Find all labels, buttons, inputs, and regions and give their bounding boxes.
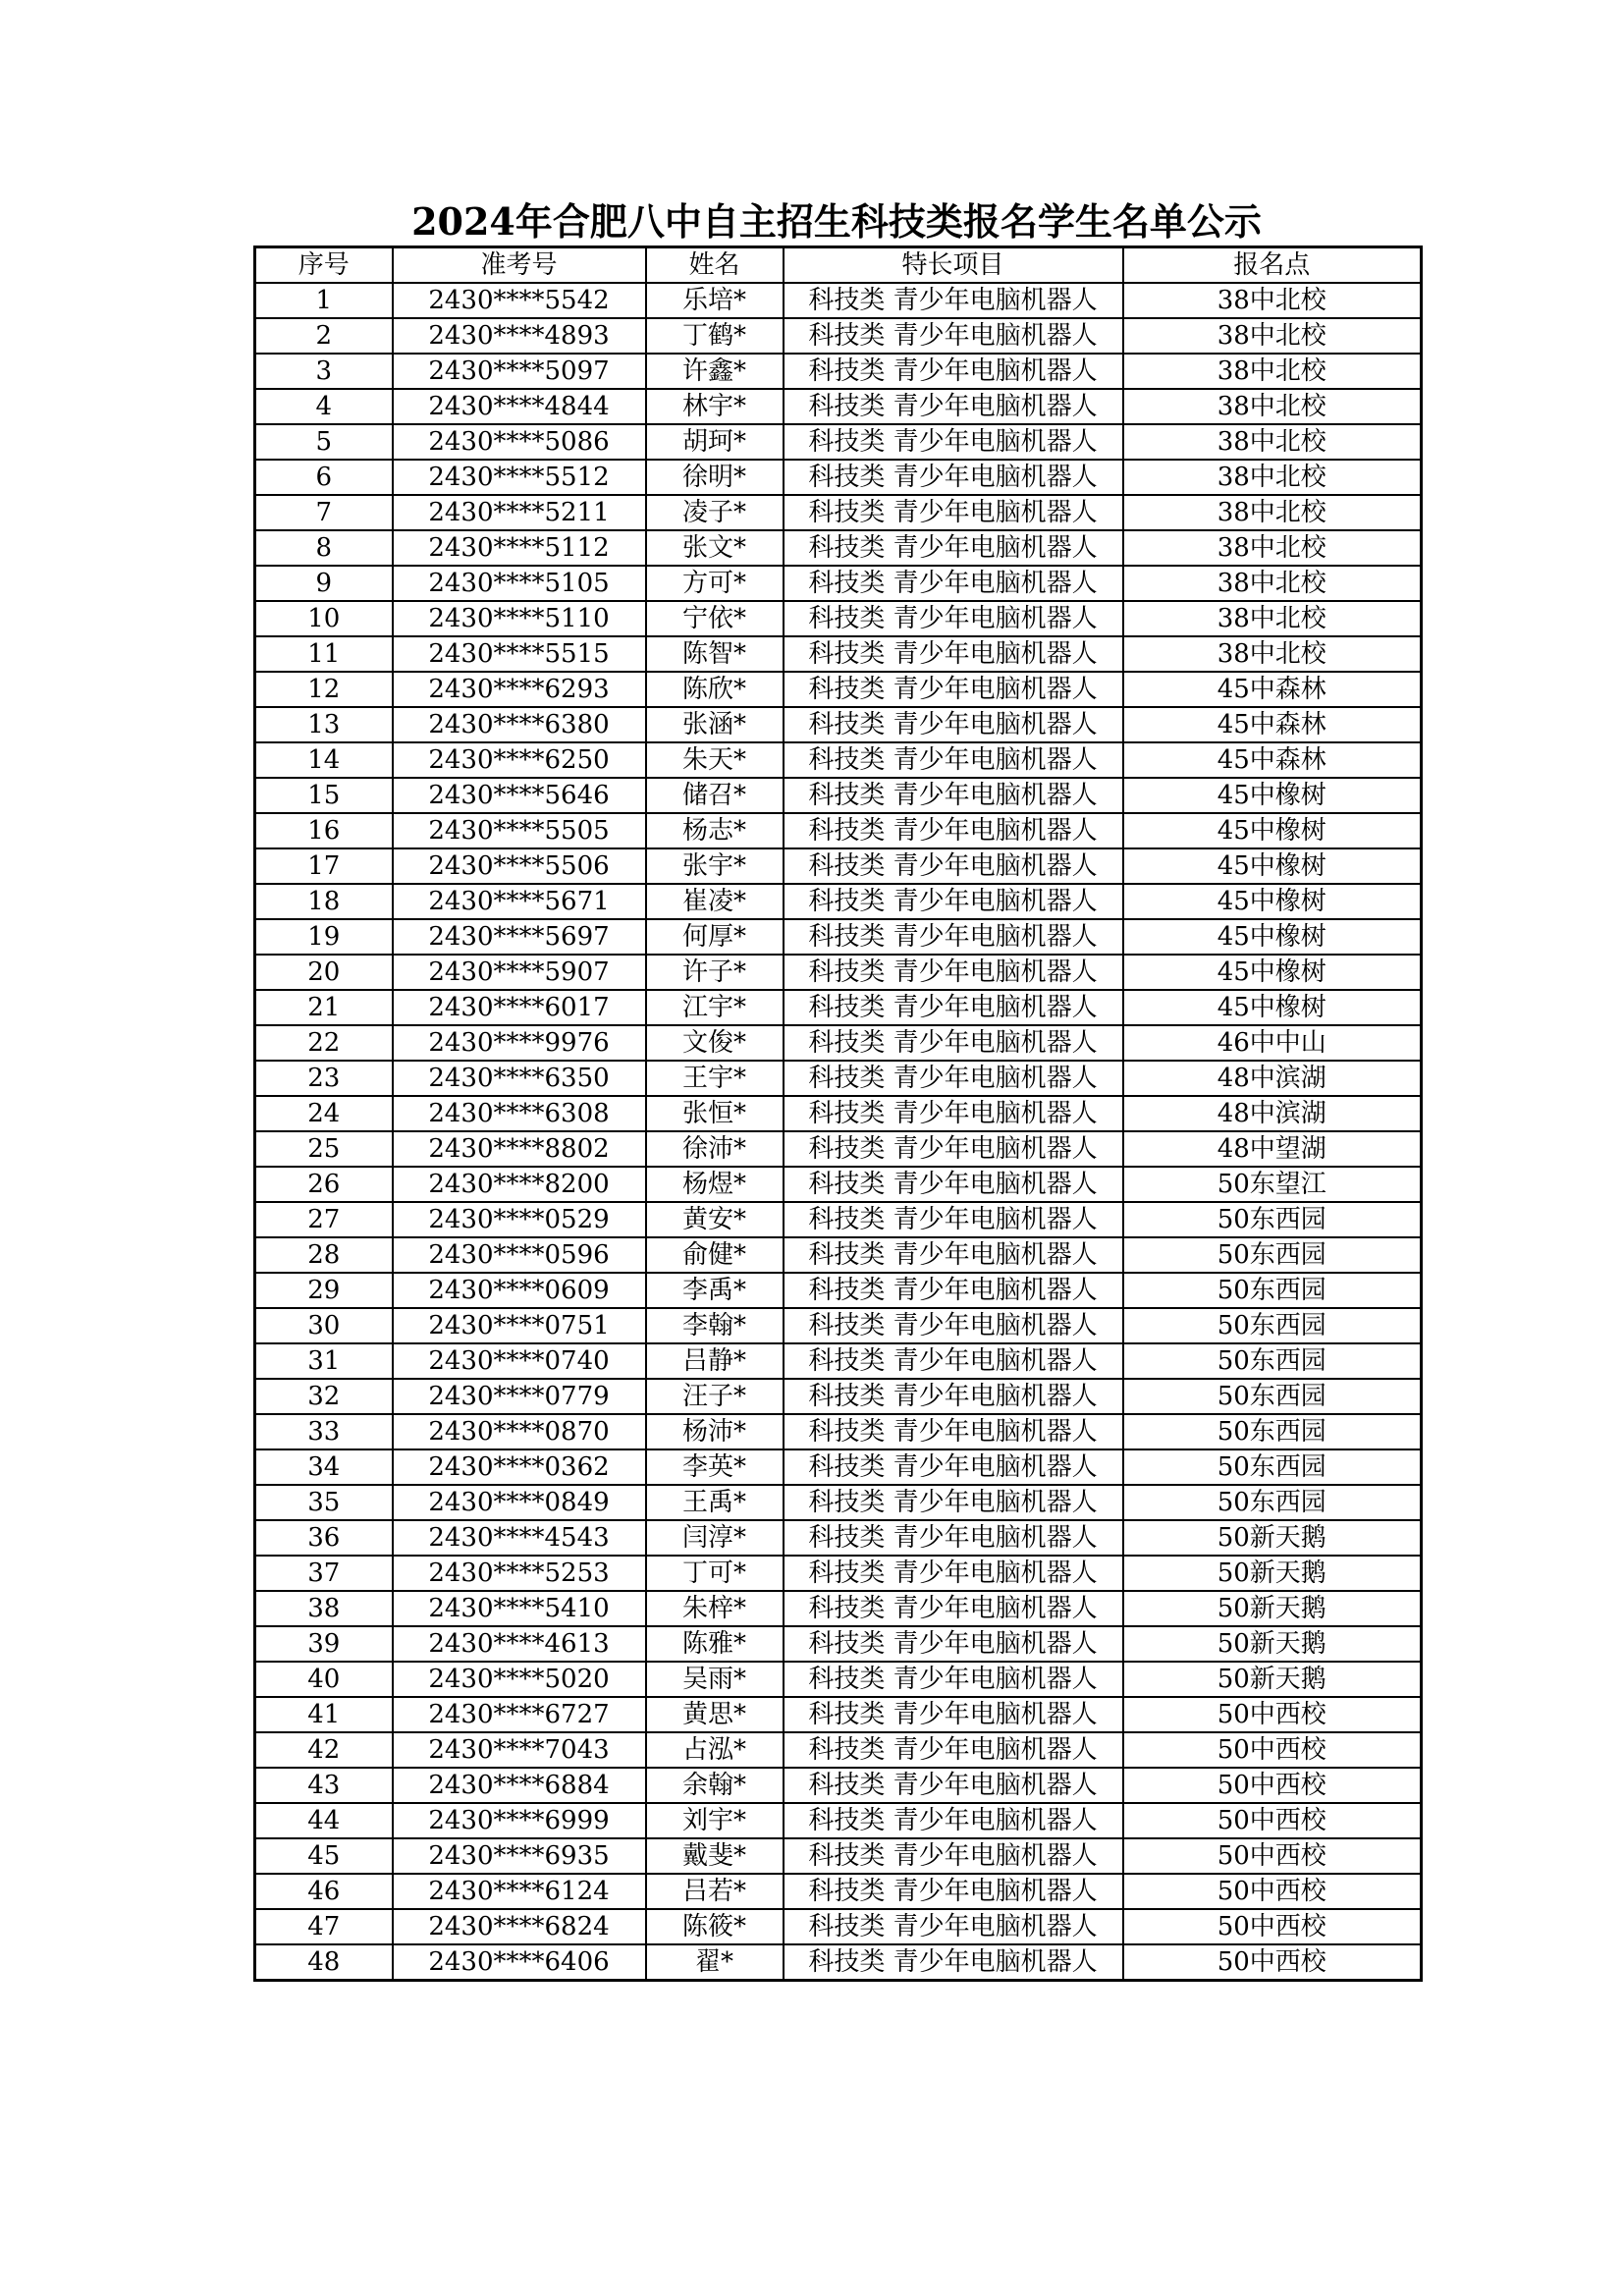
cell-site: 46中中山: [1123, 1025, 1422, 1061]
table-row: [255, 1485, 1422, 1520]
cell-site: 45中橡树: [1123, 778, 1422, 813]
table-row: [255, 919, 1422, 955]
cell-serial: 19: [255, 919, 393, 955]
cell-exam-id: 2430****5112: [393, 530, 646, 566]
cell-exam-id: 2430****0596: [393, 1237, 646, 1273]
table-row: [255, 354, 1422, 389]
cell-exam-id: 2430****5097: [393, 354, 646, 389]
table-row: [255, 1167, 1422, 1202]
cell-exam-id: 2430****5646: [393, 778, 646, 813]
cell-site: 50东望江: [1123, 1167, 1422, 1202]
cell-name: 余翰*: [646, 1768, 784, 1803]
cell-name: 王宇*: [646, 1061, 784, 1096]
cell-site: 48中望湖: [1123, 1131, 1422, 1167]
cell-exam-id: 2430****6308: [393, 1096, 646, 1131]
cell-serial: 45: [255, 1838, 393, 1874]
cell-site: 38中北校: [1123, 636, 1422, 672]
table-row: [255, 1379, 1422, 1414]
cell-exam-id: 2430****6293: [393, 672, 646, 707]
table-row: [255, 1343, 1422, 1379]
column-header-site: 报名点: [1123, 247, 1422, 284]
cell-specialty: 科技类 青少年电脑机器人: [784, 318, 1123, 354]
table-row: [255, 601, 1422, 636]
cell-serial: 3: [255, 354, 393, 389]
cell-name: 吕若*: [646, 1874, 784, 1909]
cell-exam-id: 2430****5253: [393, 1556, 646, 1591]
cell-site: 50中西校: [1123, 1768, 1422, 1803]
cell-name: 戴斐*: [646, 1838, 784, 1874]
cell-name: 乐培*: [646, 283, 784, 318]
cell-name: 杨煜*: [646, 1167, 784, 1202]
cell-specialty: 科技类 青少年电脑机器人: [784, 707, 1123, 742]
cell-serial: 32: [255, 1379, 393, 1414]
cell-specialty: 科技类 青少年电脑机器人: [784, 1273, 1123, 1308]
cell-site: 50中西校: [1123, 1874, 1422, 1909]
table-header-row: [255, 247, 1422, 284]
cell-specialty: 科技类 青少年电脑机器人: [784, 1379, 1123, 1414]
student-roster-table: [253, 246, 1423, 1982]
table-row: [255, 1803, 1422, 1838]
cell-site: 45中森林: [1123, 742, 1422, 778]
cell-serial: 42: [255, 1732, 393, 1768]
cell-name: 林宇*: [646, 389, 784, 424]
cell-name: 陈欣*: [646, 672, 784, 707]
cell-serial: 41: [255, 1697, 393, 1732]
cell-serial: 37: [255, 1556, 393, 1591]
table-row: [255, 1697, 1422, 1732]
cell-specialty: 科技类 青少年电脑机器人: [784, 1803, 1123, 1838]
cell-serial: 1: [255, 283, 393, 318]
cell-site: 50中西校: [1123, 1838, 1422, 1874]
table-row: [255, 672, 1422, 707]
cell-exam-id: 2430****6824: [393, 1909, 646, 1944]
cell-name: 闫淳*: [646, 1520, 784, 1556]
cell-serial: 39: [255, 1626, 393, 1662]
cell-site: 45中橡树: [1123, 919, 1422, 955]
cell-specialty: 科技类 青少年电脑机器人: [784, 1131, 1123, 1167]
cell-name: 陈雅*: [646, 1626, 784, 1662]
cell-name: 徐明*: [646, 460, 784, 495]
cell-name: 李禹*: [646, 1273, 784, 1308]
cell-name: 张文*: [646, 530, 784, 566]
cell-serial: 12: [255, 672, 393, 707]
cell-specialty: 科技类 青少年电脑机器人: [784, 1202, 1123, 1237]
cell-serial: 30: [255, 1308, 393, 1343]
cell-exam-id: 2430****5697: [393, 919, 646, 955]
cell-site: 38中北校: [1123, 354, 1422, 389]
cell-site: 38中北校: [1123, 389, 1422, 424]
cell-serial: 36: [255, 1520, 393, 1556]
table-row: [255, 848, 1422, 884]
table-row: [255, 813, 1422, 848]
table-row: [255, 318, 1422, 354]
cell-name: 丁可*: [646, 1556, 784, 1591]
cell-serial: 7: [255, 495, 393, 530]
cell-exam-id: 2430****5506: [393, 848, 646, 884]
table-row: [255, 1308, 1422, 1343]
table-row: [255, 742, 1422, 778]
cell-site: 50中西校: [1123, 1909, 1422, 1944]
cell-specialty: 科技类 青少年电脑机器人: [784, 601, 1123, 636]
cell-exam-id: 2430****9976: [393, 1025, 646, 1061]
cell-exam-id: 2430****5211: [393, 495, 646, 530]
table-row: [255, 1626, 1422, 1662]
cell-exam-id: 2430****5515: [393, 636, 646, 672]
cell-name: 张恒*: [646, 1096, 784, 1131]
table-row: [255, 389, 1422, 424]
cell-name: 方可*: [646, 566, 784, 601]
cell-site: 45中橡树: [1123, 955, 1422, 990]
cell-exam-id: 2430****5907: [393, 955, 646, 990]
cell-specialty: 科技类 青少年电脑机器人: [784, 283, 1123, 318]
table-row: [255, 990, 1422, 1025]
cell-specialty: 科技类 青少年电脑机器人: [784, 1838, 1123, 1874]
cell-exam-id: 2430****6250: [393, 742, 646, 778]
table-row: [255, 1025, 1422, 1061]
cell-site: 45中橡树: [1123, 813, 1422, 848]
page-title: 2024年合肥八中自主招生科技类报名学生名单公示: [411, 199, 1262, 244]
cell-specialty: 科技类 青少年电脑机器人: [784, 389, 1123, 424]
cell-specialty: 科技类 青少年电脑机器人: [784, 848, 1123, 884]
cell-serial: 11: [255, 636, 393, 672]
cell-specialty: 科技类 青少年电脑机器人: [784, 1662, 1123, 1697]
cell-site: 50东西园: [1123, 1485, 1422, 1520]
cell-name: 汪子*: [646, 1379, 784, 1414]
table-row: [255, 424, 1422, 460]
column-header-exam-id: 准考号: [393, 247, 646, 284]
cell-exam-id: 2430****0609: [393, 1273, 646, 1308]
cell-name: 张宇*: [646, 848, 784, 884]
cell-exam-id: 2430****5410: [393, 1591, 646, 1626]
cell-name: 杨志*: [646, 813, 784, 848]
cell-exam-id: 2430****4613: [393, 1626, 646, 1662]
table-body: [255, 283, 1422, 1981]
cell-name: 俞健*: [646, 1237, 784, 1273]
cell-exam-id: 2430****4844: [393, 389, 646, 424]
cell-site: 45中橡树: [1123, 990, 1422, 1025]
table-row: [255, 955, 1422, 990]
cell-serial: 20: [255, 955, 393, 990]
cell-exam-id: 2430****5020: [393, 1662, 646, 1697]
cell-serial: 8: [255, 530, 393, 566]
table-row: [255, 1096, 1422, 1131]
cell-specialty: 科技类 青少年电脑机器人: [784, 1591, 1123, 1626]
cell-site: 50东西园: [1123, 1379, 1422, 1414]
table-row: [255, 1944, 1422, 1981]
cell-site: 48中滨湖: [1123, 1096, 1422, 1131]
cell-specialty: 科技类 青少年电脑机器人: [784, 1061, 1123, 1096]
cell-serial: 15: [255, 778, 393, 813]
cell-specialty: 科技类 青少年电脑机器人: [784, 566, 1123, 601]
cell-exam-id: 2430****5110: [393, 601, 646, 636]
cell-specialty: 科技类 青少年电脑机器人: [784, 1237, 1123, 1273]
table-row: [255, 1591, 1422, 1626]
cell-specialty: 科技类 青少年电脑机器人: [784, 354, 1123, 389]
cell-name: 徐沛*: [646, 1131, 784, 1167]
table-row: [255, 1556, 1422, 1591]
cell-exam-id: 2430****6406: [393, 1944, 646, 1981]
cell-serial: 18: [255, 884, 393, 919]
cell-serial: 40: [255, 1662, 393, 1697]
cell-specialty: 科技类 青少年电脑机器人: [784, 1732, 1123, 1768]
cell-exam-id: 2430****6017: [393, 990, 646, 1025]
cell-serial: 26: [255, 1167, 393, 1202]
cell-serial: 17: [255, 848, 393, 884]
cell-exam-id: 2430****4543: [393, 1520, 646, 1556]
cell-site: 38中北校: [1123, 495, 1422, 530]
cell-specialty: 科技类 青少年电脑机器人: [784, 1449, 1123, 1485]
cell-serial: 9: [255, 566, 393, 601]
cell-name: 刘宇*: [646, 1803, 784, 1838]
cell-site: 50东西园: [1123, 1449, 1422, 1485]
cell-name: 占泓*: [646, 1732, 784, 1768]
cell-site: 50新天鹅: [1123, 1662, 1422, 1697]
cell-serial: 24: [255, 1096, 393, 1131]
cell-name: 黄思*: [646, 1697, 784, 1732]
cell-serial: 48: [255, 1944, 393, 1981]
table-row: [255, 1520, 1422, 1556]
cell-specialty: 科技类 青少年电脑机器人: [784, 1697, 1123, 1732]
table-row: [255, 460, 1422, 495]
cell-serial: 35: [255, 1485, 393, 1520]
cell-site: 38中北校: [1123, 530, 1422, 566]
cell-serial: 38: [255, 1591, 393, 1626]
cell-specialty: 科技类 青少年电脑机器人: [784, 1414, 1123, 1449]
cell-specialty: 科技类 青少年电脑机器人: [784, 672, 1123, 707]
cell-serial: 10: [255, 601, 393, 636]
table-row: [255, 1768, 1422, 1803]
column-header-name: 姓名: [646, 247, 784, 284]
table-row: [255, 1874, 1422, 1909]
cell-name: 陈智*: [646, 636, 784, 672]
cell-serial: 16: [255, 813, 393, 848]
cell-name: 杨沛*: [646, 1414, 784, 1449]
cell-name: 丁鹤*: [646, 318, 784, 354]
cell-name: 文俊*: [646, 1025, 784, 1061]
table-row: [255, 778, 1422, 813]
cell-exam-id: 2430****8200: [393, 1167, 646, 1202]
cell-site: 45中森林: [1123, 707, 1422, 742]
cell-name: 许鑫*: [646, 354, 784, 389]
cell-name: 李翰*: [646, 1308, 784, 1343]
cell-specialty: 科技类 青少年电脑机器人: [784, 990, 1123, 1025]
cell-name: 吴雨*: [646, 1662, 784, 1697]
cell-specialty: 科技类 青少年电脑机器人: [784, 1909, 1123, 1944]
table-row: [255, 707, 1422, 742]
cell-site: 50中西校: [1123, 1944, 1422, 1981]
cell-site: 50新天鹅: [1123, 1626, 1422, 1662]
cell-serial: 5: [255, 424, 393, 460]
cell-name: 许子*: [646, 955, 784, 990]
cell-name: 张涵*: [646, 707, 784, 742]
cell-site: 50东西园: [1123, 1343, 1422, 1379]
cell-serial: 44: [255, 1803, 393, 1838]
cell-serial: 33: [255, 1414, 393, 1449]
cell-name: 吕静*: [646, 1343, 784, 1379]
cell-specialty: 科技类 青少年电脑机器人: [784, 1626, 1123, 1662]
cell-serial: 4: [255, 389, 393, 424]
cell-exam-id: 2430****6999: [393, 1803, 646, 1838]
cell-specialty: 科技类 青少年电脑机器人: [784, 1308, 1123, 1343]
cell-site: 50东西园: [1123, 1414, 1422, 1449]
cell-specialty: 科技类 青少年电脑机器人: [784, 919, 1123, 955]
cell-exam-id: 2430****0740: [393, 1343, 646, 1379]
cell-specialty: 科技类 青少年电脑机器人: [784, 1343, 1123, 1379]
cell-name: 翟*: [646, 1944, 784, 1981]
cell-specialty: 科技类 青少年电脑机器人: [784, 1874, 1123, 1909]
cell-site: 45中橡树: [1123, 848, 1422, 884]
cell-name: 储召*: [646, 778, 784, 813]
cell-specialty: 科技类 青少年电脑机器人: [784, 1556, 1123, 1591]
cell-specialty: 科技类 青少年电脑机器人: [784, 460, 1123, 495]
cell-exam-id: 2430****7043: [393, 1732, 646, 1768]
cell-site: 50新天鹅: [1123, 1556, 1422, 1591]
cell-serial: 6: [255, 460, 393, 495]
cell-specialty: 科技类 青少年电脑机器人: [784, 742, 1123, 778]
cell-specialty: 科技类 青少年电脑机器人: [784, 1167, 1123, 1202]
cell-serial: 34: [255, 1449, 393, 1485]
cell-serial: 31: [255, 1343, 393, 1379]
cell-exam-id: 2430****0870: [393, 1414, 646, 1449]
table-row: [255, 1237, 1422, 1273]
cell-name: 宁依*: [646, 601, 784, 636]
cell-serial: 28: [255, 1237, 393, 1273]
cell-site: 38中北校: [1123, 601, 1422, 636]
cell-specialty: 科技类 青少年电脑机器人: [784, 636, 1123, 672]
cell-site: 45中森林: [1123, 672, 1422, 707]
cell-exam-id: 2430****6350: [393, 1061, 646, 1096]
table-row: [255, 884, 1422, 919]
table-row: [255, 566, 1422, 601]
cell-name: 胡珂*: [646, 424, 784, 460]
cell-name: 何厚*: [646, 919, 784, 955]
cell-exam-id: 2430****5105: [393, 566, 646, 601]
table-row: [255, 1131, 1422, 1167]
cell-serial: 29: [255, 1273, 393, 1308]
cell-specialty: 科技类 青少年电脑机器人: [784, 1485, 1123, 1520]
cell-exam-id: 2430****8802: [393, 1131, 646, 1167]
cell-exam-id: 2430****0751: [393, 1308, 646, 1343]
cell-specialty: 科技类 青少年电脑机器人: [784, 424, 1123, 460]
cell-exam-id: 2430****4893: [393, 318, 646, 354]
cell-exam-id: 2430****6380: [393, 707, 646, 742]
cell-name: 崔凌*: [646, 884, 784, 919]
cell-site: 50东西园: [1123, 1237, 1422, 1273]
cell-exam-id: 2430****5505: [393, 813, 646, 848]
cell-specialty: 科技类 青少年电脑机器人: [784, 778, 1123, 813]
cell-serial: 13: [255, 707, 393, 742]
cell-serial: 23: [255, 1061, 393, 1096]
cell-specialty: 科技类 青少年电脑机器人: [784, 955, 1123, 990]
table-row: [255, 1061, 1422, 1096]
cell-name: 江宇*: [646, 990, 784, 1025]
cell-exam-id: 2430****6884: [393, 1768, 646, 1803]
cell-serial: 21: [255, 990, 393, 1025]
cell-exam-id: 2430****5512: [393, 460, 646, 495]
cell-site: 50新天鹅: [1123, 1520, 1422, 1556]
cell-specialty: 科技类 青少年电脑机器人: [784, 1768, 1123, 1803]
cell-serial: 25: [255, 1131, 393, 1167]
cell-site: 50东西园: [1123, 1308, 1422, 1343]
cell-exam-id: 2430****5671: [393, 884, 646, 919]
table-row: [255, 283, 1422, 318]
table-row: [255, 1909, 1422, 1944]
table-row: [255, 1414, 1422, 1449]
cell-site: 50东西园: [1123, 1202, 1422, 1237]
cell-site: 45中橡树: [1123, 884, 1422, 919]
cell-serial: 43: [255, 1768, 393, 1803]
cell-specialty: 科技类 青少年电脑机器人: [784, 813, 1123, 848]
table-row: [255, 495, 1422, 530]
cell-exam-id: 2430****0362: [393, 1449, 646, 1485]
table-row: [255, 1449, 1422, 1485]
cell-site: 38中北校: [1123, 566, 1422, 601]
cell-name: 陈筱*: [646, 1909, 784, 1944]
cell-site: 50中西校: [1123, 1697, 1422, 1732]
cell-site: 50新天鹅: [1123, 1591, 1422, 1626]
table-row: [255, 636, 1422, 672]
cell-exam-id: 2430****0779: [393, 1379, 646, 1414]
cell-site: 38中北校: [1123, 424, 1422, 460]
cell-site: 38中北校: [1123, 283, 1422, 318]
cell-exam-id: 2430****5086: [393, 424, 646, 460]
table-row: [255, 1202, 1422, 1237]
cell-site: 50中西校: [1123, 1732, 1422, 1768]
table-row: [255, 530, 1422, 566]
cell-name: 王禹*: [646, 1485, 784, 1520]
cell-exam-id: 2430****0849: [393, 1485, 646, 1520]
cell-site: 50中西校: [1123, 1803, 1422, 1838]
cell-name: 李英*: [646, 1449, 784, 1485]
cell-serial: 14: [255, 742, 393, 778]
column-header-serial: 序号: [255, 247, 393, 284]
cell-serial: 27: [255, 1202, 393, 1237]
cell-specialty: 科技类 青少年电脑机器人: [784, 530, 1123, 566]
table-row: [255, 1273, 1422, 1308]
cell-site: 48中滨湖: [1123, 1061, 1422, 1096]
cell-specialty: 科技类 青少年电脑机器人: [784, 495, 1123, 530]
cell-serial: 47: [255, 1909, 393, 1944]
cell-exam-id: 2430****5542: [393, 283, 646, 318]
cell-name: 黄安*: [646, 1202, 784, 1237]
cell-serial: 46: [255, 1874, 393, 1909]
cell-name: 朱天*: [646, 742, 784, 778]
cell-exam-id: 2430****6727: [393, 1697, 646, 1732]
cell-site: 38中北校: [1123, 318, 1422, 354]
cell-exam-id: 2430****0529: [393, 1202, 646, 1237]
cell-specialty: 科技类 青少年电脑机器人: [784, 1096, 1123, 1131]
cell-specialty: 科技类 青少年电脑机器人: [784, 1025, 1123, 1061]
column-header-specialty: 特长项目: [784, 247, 1123, 284]
cell-specialty: 科技类 青少年电脑机器人: [784, 1520, 1123, 1556]
cell-serial: 22: [255, 1025, 393, 1061]
cell-specialty: 科技类 青少年电脑机器人: [784, 884, 1123, 919]
cell-site: 50东西园: [1123, 1273, 1422, 1308]
cell-name: 朱梓*: [646, 1591, 784, 1626]
cell-name: 凌子*: [646, 495, 784, 530]
cell-serial: 2: [255, 318, 393, 354]
cell-site: 38中北校: [1123, 460, 1422, 495]
table-row: [255, 1838, 1422, 1874]
cell-specialty: 科技类 青少年电脑机器人: [784, 1944, 1123, 1981]
cell-exam-id: 2430****6935: [393, 1838, 646, 1874]
table-row: [255, 1732, 1422, 1768]
table-row: [255, 1662, 1422, 1697]
cell-exam-id: 2430****6124: [393, 1874, 646, 1909]
